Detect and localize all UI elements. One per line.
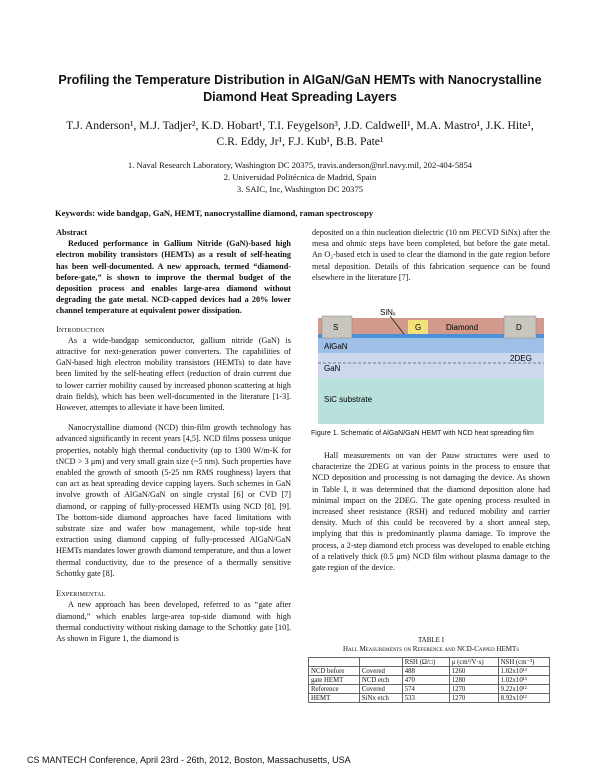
table-cell: 1270: [449, 694, 498, 703]
table-row: [309, 694, 550, 703]
author-list: [40, 118, 560, 150]
table-row: [309, 667, 550, 676]
intro-paragraph-2: Nanocrystalline diamond (NCD) thin-film growth technology has advanced significantly in recent years [4,5]. NCD films possess unique properties, notably high thermal conductivity (up to 1300 W/m-K for tNCD > 3 μm) and very small grain size (~5 nm). Such properties have enabled the growth of smooth (5-25 nm RMS roughness) layers that can act as heat spreading device capping layers. Such schemes in GaN involve growth of AlGaN/GaN on single crystal [6] or CVD [7] diamond, or capping of fully-processed HEMTs using NCD [8], [9]. The bottom-side diamond approaches have faced limitations with substrate size and wafer bow management, while top-side heat extraction using diamond capping of fully-processed AlGaN/GaN HEMTs mandates lower growth diamond temperature, and thus a lower thermal conductivity, due to the presence of a thermally sensitive Schottky gate [8].: [56, 423, 291, 578]
affiliation-2: 2. Universidad Politécnica de Madrid, Spain: [223, 172, 377, 182]
table-1-subtitle: Hall Measurements on Reference and NCD-Capped HEMTs: [342, 645, 520, 653]
table-header-cell: [309, 658, 360, 667]
2deg-label: 2DEG: [510, 354, 532, 363]
table-cell: gate HEMT: [309, 676, 360, 685]
algan-layer: [318, 338, 544, 353]
table-1-title: TABLE I: [417, 636, 445, 644]
gan-label: GaN: [324, 364, 341, 373]
table-cell: 1280: [449, 676, 498, 685]
right-column-top: [312, 227, 550, 283]
author-line-1: T.J. Anderson¹, M.J. Tadjer², K.D. Hobart¹, T.I. Feygelson³, J.D. Caldwell¹, M.A. Mastro¹, J.K. Hite¹,: [66, 119, 534, 132]
table-header-cell: NSH (cm⁻²): [498, 658, 549, 667]
hall-measurements-table: [308, 657, 550, 703]
sinx-label: SiNₓ: [380, 308, 396, 317]
source-label: S: [333, 323, 339, 332]
table-cell: 1.02x10¹³: [498, 676, 549, 685]
author-line-2: C.R. Eddy, Jr¹, F.J. Kub¹, B.B. Pate¹: [216, 135, 384, 148]
table-cell: SiNx etch: [359, 694, 402, 703]
table-cell: NCD before: [309, 667, 360, 676]
table-cell: 9.22x10¹²: [498, 685, 549, 694]
abstract-body: Reduced performance in Gallium Nitride (GaN)-based high electron mobility transistors (HEMTs) as a result of self-heating has been well-documented. A new approach, termed “diamond-before-gate,” is shown to improve the thermal budget of the deposition process and enables large-area diamond without degrading the gate metal. NCD-capped devices had a 20% lower channel temperature at equivalent power dissipation.: [56, 239, 291, 316]
table-cell: 1260: [449, 667, 498, 676]
figure-1-caption: Figure 1. Schematic of AlGaN/GaN HEMT with NCD heat spreading film: [311, 430, 534, 437]
table-cell: 470: [402, 676, 449, 685]
right-paragraph-2: Hall measurements on van der Pauw structures were used to characterize the 2DEG at various points in the process to ensure that NCD deposition and processing is not damaging the device. As shown in Table I, it was determined that the diamond deposition alone had minimal impact on the 2DEG. The gate opening process resulted in increased sheet resistance (RSH) and reduced mobility and carrier density. Much of this could be recovered by a short anneal step, implying that this is predominantly plasma damage. To improve the process, a 2-step diamond etch process was developed to enable etching of a relatively thick (0.5 μm) NCD film without plasma damage to the gate region of the device.: [312, 451, 550, 573]
table-cell: NCD etch: [359, 676, 402, 685]
table-cell: 1.02x10¹³: [498, 667, 549, 676]
keywords: Keywords: wide bandgap, GaN, HEMT, nanocrystalline diamond, raman spectroscopy: [55, 208, 374, 218]
abstract-heading: Abstract: [56, 228, 88, 237]
figure-1-schematic: [318, 308, 544, 424]
affiliation-1: 1. Naval Research Laboratory, Washington DC 20375, travis.anderson@nrl.navy.mil, 202-404-5854: [127, 160, 473, 170]
table-header-cell: μ (cm²/V·s): [449, 658, 498, 667]
table-cell: Covered: [359, 685, 402, 694]
left-column: [56, 227, 291, 644]
table-cell: 574: [402, 685, 449, 694]
table-header-row: [309, 658, 550, 667]
table-1-title-block: [312, 636, 550, 654]
sic-label: SiC substrate: [324, 395, 373, 404]
table-cell: 533: [402, 694, 449, 703]
table-header-cell: RSH (Ω/□): [402, 658, 449, 667]
algan-label: AlGaN: [324, 342, 348, 351]
intro-paragraph-1: As a wide-bandgap semiconductor, gallium nitride (GaN) is attractive for next-generation power converters. The capabilities of GaN-based high electron mobility transistors (HEMTs) to date have been limited by the self-heating effect (reduction of drain current due to lower carrier mobility caused by increased phonon scattering at high drain fields), which has been well-documented in the literature [1-3]. However, attempts to alleviate it have been limited.: [56, 335, 291, 413]
table-row: [309, 685, 550, 694]
affiliation-3: 3. SAIC, Inc, Washington DC 20375: [236, 184, 364, 194]
intro-heading: Introduction: [56, 324, 105, 334]
table-cell: Covered: [359, 667, 402, 676]
table-cell: 488: [402, 667, 449, 676]
gate-label: G: [415, 323, 422, 332]
table-cell: HEMT: [309, 694, 360, 703]
table-header-cell: [359, 658, 402, 667]
table-cell: 1270: [449, 685, 498, 694]
experimental-heading: Experimental: [56, 589, 106, 599]
conference-footer: CS MANTECH Conference, April 23rd - 26th, 2012, Boston, Massachusetts, USA: [27, 755, 351, 765]
table-cell: Reference: [309, 685, 360, 694]
right-column-bottom: [312, 450, 550, 573]
drain-label: D: [516, 323, 522, 332]
affiliations: [40, 159, 560, 195]
table-cell: 8.92x10¹²: [498, 694, 549, 703]
diamond-label: Diamond: [446, 323, 479, 332]
table-row: [309, 676, 550, 685]
right-paragraph-1: deposited on a thin nucleation dielectric (10 nm PECVD SiNx) after the mesa and ohmic steps have been completed, but before the gate metal. An O₂-based etch is used to clear the diamond in the gate region before metal deposition. Details of this fabrication sequence can be found elsewhere in the literature [7].: [312, 228, 550, 282]
experimental-paragraph-1: A new approach has been developed, referred to as “gate after diamond,” which enables large-area top-side diamond with high thermal conductivity without risking damage to the Schottky gate [10]. As shown in Figure 1, the diamond is: [56, 600, 291, 643]
paper-title: Profiling the Temperature Distribution in AlGaN/GaN HEMTs with Nanocrystalline Diamond Heat Spreading Layers: [58, 73, 542, 104]
